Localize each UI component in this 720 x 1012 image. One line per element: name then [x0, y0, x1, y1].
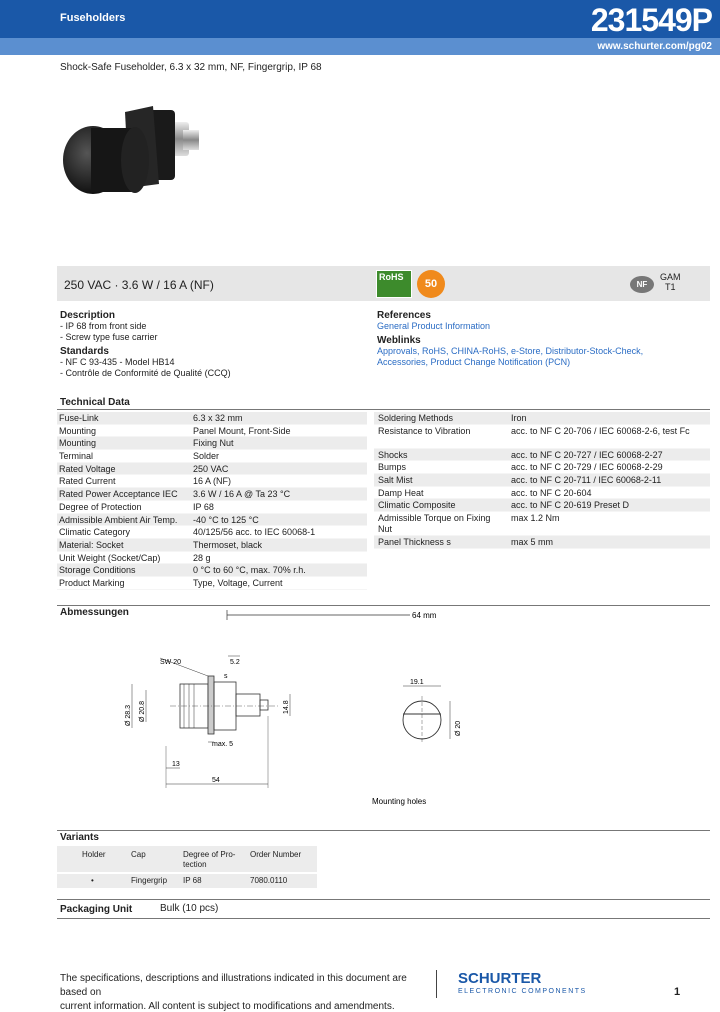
tech-label: Damp Heat	[378, 487, 424, 498]
variants-col-holder: Holder	[82, 850, 106, 859]
weblinks-line1[interactable]: Approvals, RoHS, CHINA-RoHS, e-Store, Distributor-Stock-Check,	[377, 346, 644, 356]
tech-label: Soldering Methods	[378, 413, 454, 423]
footer-divider	[436, 970, 437, 998]
mounting-19-1: 19.1	[410, 679, 424, 686]
tech-row	[374, 412, 710, 425]
variants-row	[57, 874, 317, 888]
tech-value: Thermoset, black	[193, 539, 263, 550]
tech-row	[57, 552, 367, 565]
variants-order-cell: 7080.0110	[250, 876, 288, 885]
dim-d-outer: Ø 28.3	[125, 704, 132, 726]
standards-item: - Contrôle de Conformité de Qualité (CCQ)	[60, 368, 231, 378]
footer-note	[60, 972, 420, 1012]
tech-label: Rated Voltage	[59, 463, 116, 474]
tech-value: 28 g	[193, 552, 211, 563]
nf-logo: NF	[630, 276, 654, 293]
weblinks-title: Weblinks	[377, 335, 421, 346]
tech-row	[57, 463, 367, 476]
tech-row	[57, 539, 367, 552]
tech-label: Terminal	[59, 451, 94, 462]
tech-value: 250 VAC	[193, 463, 229, 474]
tech-row	[374, 461, 710, 474]
tech-value: 16 A (NF)	[193, 476, 232, 487]
tech-row	[57, 437, 367, 450]
tech-value: Iron	[511, 413, 527, 423]
dim-54: 54	[212, 777, 220, 784]
product-subtitle: Shock-Safe Fuseholder, 6.3 x 32 mm, NF, Fingergrip, IP 68	[60, 62, 322, 73]
tech-label: Storage Conditions	[59, 565, 136, 576]
tech-label: Rated Current	[59, 476, 116, 487]
dimensions-title: Abmessungen	[60, 607, 129, 618]
tech-label: Climatic Composite	[378, 500, 456, 511]
description-item: - IP 68 from front side	[60, 321, 147, 331]
tech-row	[57, 564, 367, 577]
variants-col-protection: Degree of Pro-tection	[183, 850, 236, 869]
tech-value: Panel Mount, Front-Side	[193, 425, 291, 436]
dim-max5: max. 5	[212, 741, 234, 748]
tech-value: acc. to NF C 20-604	[511, 487, 592, 498]
variants-protection-cell: IP 68	[183, 876, 202, 885]
tech-label: Admissible Ambient Air Temp.	[59, 514, 178, 525]
tech-value: acc. to NF C 20-727 / IEC 60068-2-27	[511, 449, 663, 460]
variants-cap-cell: Fingergrip	[131, 876, 168, 885]
tech-row	[374, 512, 710, 536]
page-number: 1	[674, 986, 681, 998]
tech-row	[374, 487, 710, 500]
rohs-logo-text: RoHS	[379, 272, 404, 282]
tech-label: Bumps	[378, 462, 407, 473]
tech-value: IP 68	[193, 501, 214, 512]
dim-13: 13	[172, 761, 180, 768]
footer-line2: current information. All content is subject to modifications and amendments.	[60, 1001, 395, 1012]
tech-label: Product Marking	[59, 577, 125, 588]
tech-label: Panel Thickness s	[378, 537, 451, 548]
tech-label: Mounting	[59, 438, 97, 449]
tech-table-left	[57, 412, 367, 590]
dim-overall: 64 mm	[412, 611, 437, 620]
tech-label: Fuse-Link	[59, 413, 99, 423]
tech-value: 40/125/56 acc. to IEC 60068-1	[193, 527, 316, 538]
tech-value: 0 °C to 60 °C, max. 70% r.h.	[193, 565, 306, 576]
variants-rule	[57, 830, 710, 831]
variants-title: Variants	[60, 832, 99, 843]
tech-label: Rated Power Acceptance IEC	[59, 489, 178, 500]
tech-row	[57, 488, 367, 501]
standards-title: Standards	[60, 346, 109, 357]
references-block	[377, 310, 712, 368]
variants-header-row	[57, 846, 317, 872]
tech-value: max 1.2 Nm	[511, 513, 560, 524]
dimension-drawing	[120, 606, 500, 806]
tech-label: Admissible Torque on Fixing Nut	[378, 513, 491, 535]
gam-label: GAM	[660, 272, 681, 282]
footer-line1: The specifications, descriptions and illustrations indicated in this document are based on	[60, 973, 407, 998]
tech-value: Type, Voltage, Current	[193, 577, 283, 588]
section-label: Fuseholders	[60, 12, 126, 24]
description-block	[60, 310, 360, 379]
tech-value: max 5 mm	[511, 537, 554, 548]
variants-col-order: Order Number	[250, 850, 302, 859]
tech-value: 6.3 x 32 mm	[193, 413, 243, 423]
tech-value: acc. to NF C 20-706 / IEC 60068-2-6, test Fc	[511, 425, 690, 436]
packaging-value: Bulk (10 pcs)	[160, 903, 219, 914]
tech-label: Unit Weight (Socket/Cap)	[59, 552, 161, 563]
technical-data-heading: Technical Data	[60, 397, 130, 408]
tech-row	[57, 501, 367, 514]
packaging-rule	[57, 899, 710, 900]
tech-row	[374, 474, 710, 487]
tech-value: -40 °C to 125 °C	[193, 514, 259, 525]
dim-s: s	[224, 673, 228, 680]
website-link[interactable]: www.schurter.com/pg02	[597, 41, 712, 52]
tech-row	[57, 577, 367, 590]
variants-col-cap: Cap	[131, 850, 146, 859]
dim-height-14-8: 14.8	[283, 700, 290, 714]
t1-label: T1	[665, 282, 676, 292]
mounting-holes-label: Mounting holes	[372, 797, 427, 806]
tech-row	[57, 425, 367, 438]
tech-row	[57, 450, 367, 463]
variants-holder-cell: •	[91, 876, 94, 885]
dim-width-5-2: 5.2	[230, 659, 240, 666]
tech-value: Solder	[193, 451, 220, 462]
tech-value: acc. to NF C 20-619 Preset D	[511, 500, 630, 511]
tech-label: Shocks	[378, 449, 408, 460]
tech-label: Degree of Protection	[59, 501, 142, 512]
tech-value: Fixing Nut	[193, 438, 234, 449]
dim-d-inner: Ø 20.8	[139, 700, 146, 722]
dim-sw: SW 20	[160, 659, 182, 666]
description-item: - Screw type fuse carrier	[60, 332, 158, 342]
tech-value: 3.6 W / 16 A @ Ta 23 °C	[193, 489, 291, 500]
tech-table-right	[374, 412, 710, 549]
tech-value: acc. to NF C 20-729 / IEC 60068-2-29	[511, 462, 663, 473]
tech-row	[374, 536, 710, 549]
product-photo	[55, 92, 215, 242]
badge-50: 50	[417, 270, 445, 298]
tech-row	[57, 475, 367, 488]
packaging-title: Packaging Unit	[60, 904, 133, 915]
tech-rule	[57, 409, 710, 410]
weblinks-line2[interactable]: Accessories, Product Change Notification (PCN)	[377, 357, 571, 367]
mounting-d: Ø 20	[455, 720, 462, 736]
schurter-logo: SCHURTER	[458, 970, 542, 987]
tech-row	[374, 499, 710, 512]
tech-value: acc. to NF C 20-711 / IEC 60068-2-11	[511, 475, 662, 486]
packaging-rule-bottom	[57, 918, 710, 919]
description-title: Description	[60, 310, 116, 321]
tech-row	[57, 526, 367, 539]
technical-data-title	[60, 397, 130, 408]
tech-row	[57, 514, 367, 527]
tech-label: Resistance to Vibration	[378, 425, 471, 436]
tech-label: Material: Socket	[59, 539, 124, 550]
tech-row	[374, 425, 710, 449]
tech-label: Mounting	[59, 425, 97, 436]
schurter-logo-sub: ELECTRONIC COMPONENTS	[458, 988, 587, 995]
part-number: 231549P	[590, 2, 712, 38]
standards-item: - NF C 93-435 - Model HB14	[60, 357, 175, 367]
general-product-info-link[interactable]: General Product Information	[377, 321, 491, 331]
tech-row	[57, 412, 367, 425]
tech-label: Climatic Category	[59, 527, 131, 538]
rating-text: 250 VAC · 3.6 W / 16 A (NF)	[64, 278, 214, 292]
references-title: References	[377, 310, 431, 321]
tech-label: Salt Mist	[378, 475, 413, 486]
gam-t1	[660, 272, 681, 292]
tech-row	[374, 449, 710, 462]
